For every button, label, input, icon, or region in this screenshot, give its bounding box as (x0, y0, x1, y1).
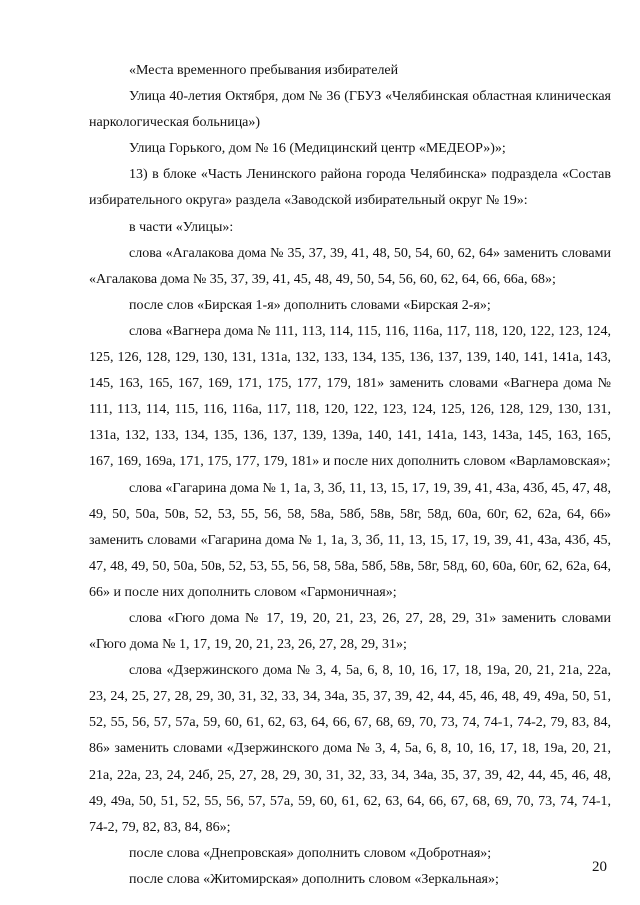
paragraph-item-13: 13) в блоке «Часть Ленинского района города Челябинска» подраздела «Состав избирательного округа» раздела «Заводской избирательный округ № 19»: (89, 167, 611, 209)
paragraph-dneprovskaya: после слова «Днепровская» дополнить словом «Добротная»; (129, 845, 492, 861)
paragraph-gagarina: слова «Гагарина дома № 1, 1а, 3, 3б, 11, 13, 15, 17, 19, 39, 41, 43а, 43б, 45, 47, 48, 49, 50, 50а, 50в, 52, 53, 55, 56, 58, 58а, 58б, 58в, 58г, 58д, 60а, 60г, 62, 62а, 64, 66» заменить словами «Гагарина дома № 1, 1а, 3, 3б, 11, 13, 15, 17, 19, 39, 41, 43а, 43б, 45, 47, 48, 49, 50, 50а, 50в, 52, 53, 55, 56, 58, 58а, 58б, 58в, 58г, 58д, 60, 60а, 60г, 62, 62а, 64, 66» и после них дополнить словом «Гармоничная»; (89, 480, 611, 600)
paragraph-zhitomirskaya: после слова «Житомирская» дополнить словом «Зеркальная»; (129, 871, 499, 887)
page-number: 20 (592, 859, 607, 875)
paragraph-heading-places: «Места временного пребывания избирателей (129, 63, 399, 78)
paragraph-vagnera: слова «Вагнера дома № 111, 113, 114, 115, 116, 116а, 117, 118, 120, 122, 123, 124, 125, 126, 128, 129, 130, 131, 131а, 132, 133, 134, 135, 136, 137, 139, 140, 141, 141а, 143, 145, 163, 165, 167, 169, 171, 175, 177, 179, 181» заменить словами «Вагнера дома № 111, 113, 114, 115, 116, 116а, 117, 118, 120, 122, 123, 124, 125, 126, 128, 129, 130, 131, 131а, 132, 133, 134, 135, 136, 137, 139, 139а, 140, 141, 141а, 143, 143а, 145, 163, 165, 167, 169, 169а, 171, 175, 177, 179, 181» и после них дополнить словом «Варламовская»; (89, 323, 611, 470)
paragraph-dzerzhinskogo: слова «Дзержинского дома № 3, 4, 5а, 6, 8, 10, 16, 17, 18, 19а, 20, 21, 21а, 22а, 23, 24, 25, 27, 28, 29, 30, 31, 32, 33, 34, 34а, 35, 37, 39, 42, 44, 45, 46, 48, 49, 49а, 50, 51, 52, 55, 56, 57, 57а, 59, 60, 61, 62, 63, 64, 66, 67, 68, 69, 70, 73, 74, 74-1, 74-2, 79, 83, 84, 86» заменить словами «Дзержинского дома № 3, 4, 5а, 6, 8, 10, 16, 17, 18, 19а, 20, 21, 21а, 22а, 23, 24, 24б, 25, 27, 28, 29, 30, 31, 32, 33, 34, 34а, 35, 37, 39, 42, 44, 45, 46, 48, 49, 49а, 50, 51, 52, 55, 56, 57, 57а, 59, 60, 61, 62, 63, 64, 66, 67, 68, 69, 70, 73, 74, 74-1, 74-2, 79, 82, 83, 84, 86»; (89, 663, 611, 835)
paragraph-agalakova: слова «Агалакова дома № 35, 37, 39, 41, 48, 50, 54, 60, 62, 64» заменить словами «Агалакова дома № 35, 37, 39, 41, 45, 48, 49, 50, 54, 56, 60, 62, 64, 66, 66а, 68»; (89, 245, 611, 287)
paragraph-address-40-let-oktyabrya: Улица 40-летия Октября, дом № 36 (ГБУЗ «Челябинская областная клиническая наркологическая больница») (89, 89, 611, 131)
document-body (89, 58, 611, 893)
paragraph-address-gorkogo: Улица Горького, дом № 16 (Медицинский центр «МЕДЕОР»)»; (129, 141, 506, 157)
paragraph-gyugo: слова «Гюго дома № 17, 19, 20, 21, 23, 26, 27, 28, 29, 31» заменить словами «Гюго дома № 1, 17, 19, 20, 21, 23, 26, 27, 28, 29, 31»; (89, 610, 611, 653)
paragraph-streets-part: в части «Улицы»: (129, 219, 234, 235)
paragraph-birskaya: после слов «Бирская 1-я» дополнить словами «Бирская 2-я»; (129, 297, 491, 313)
